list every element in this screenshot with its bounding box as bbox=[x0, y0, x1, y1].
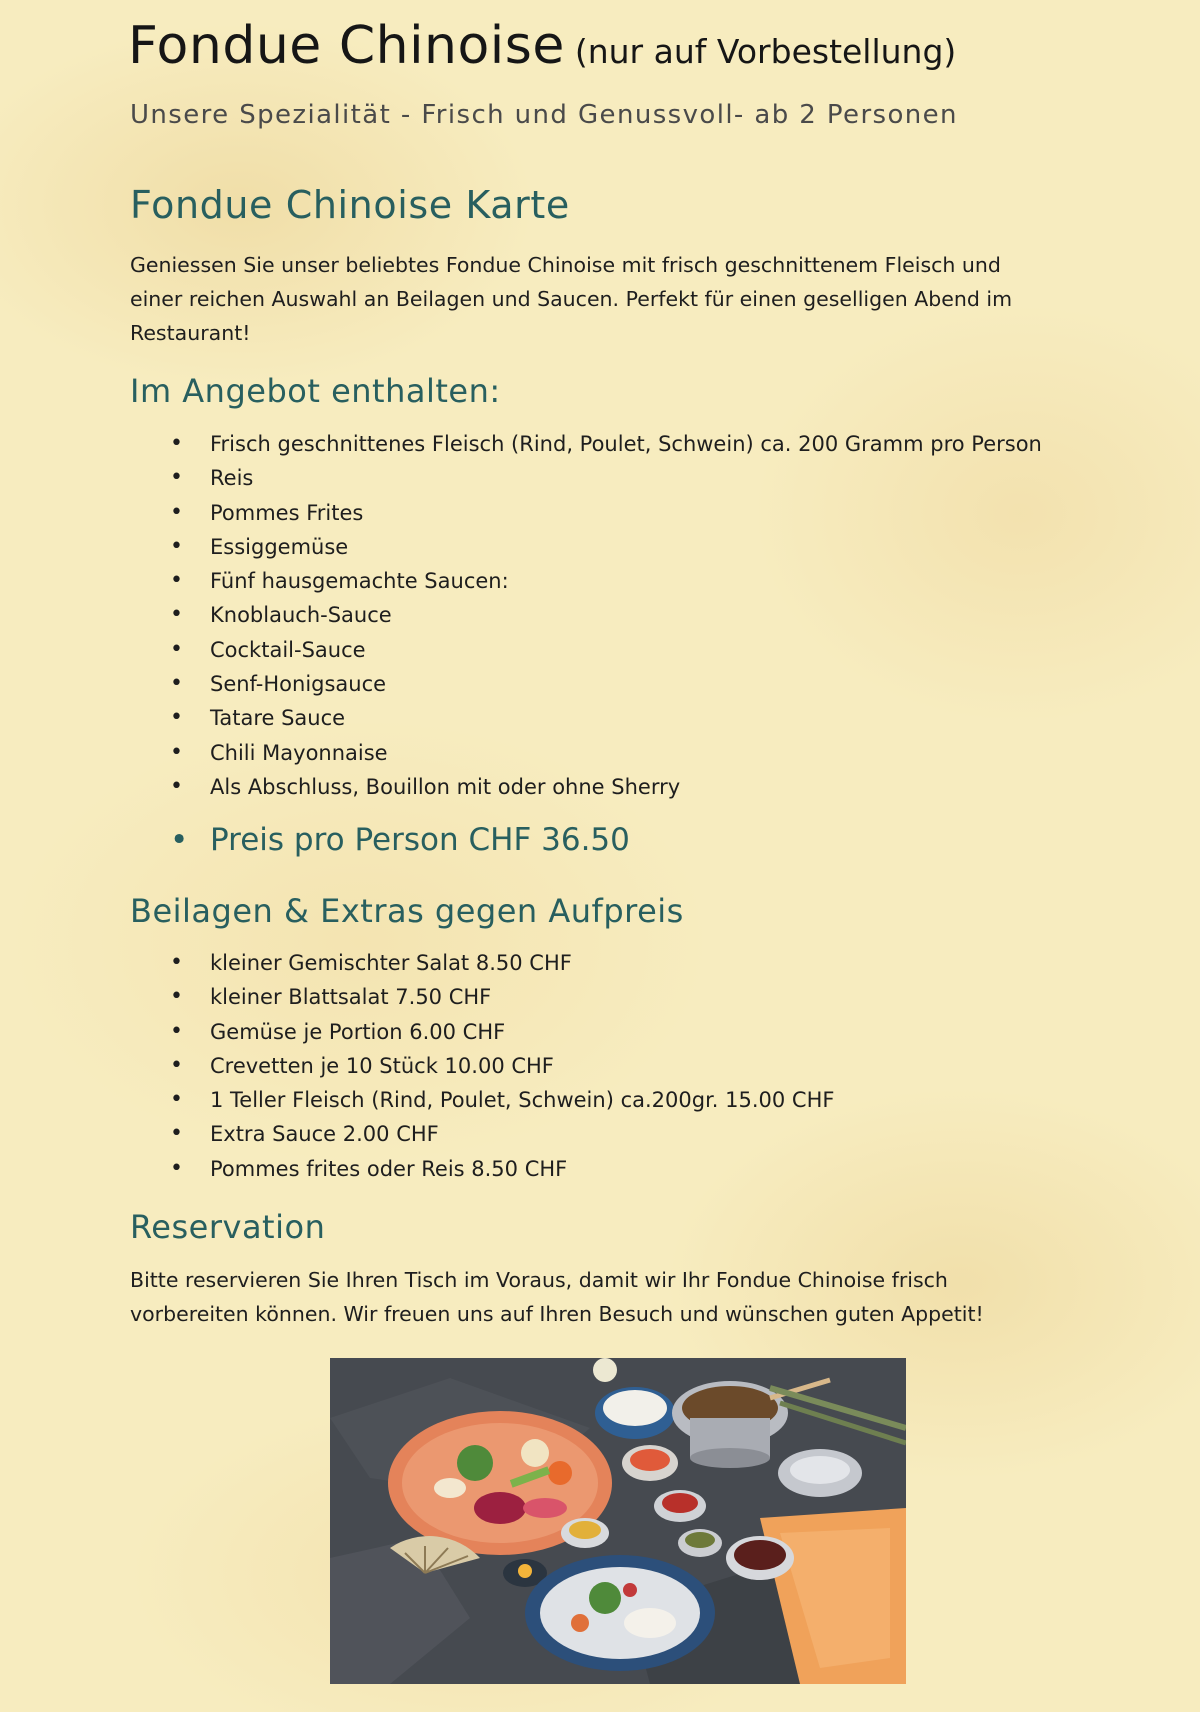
list-item: • Tatare Sauce bbox=[170, 701, 1042, 735]
included-list bbox=[170, 427, 1042, 804]
title-row bbox=[128, 16, 956, 76]
list-item: • Gemüse je Portion 6.00 CHF bbox=[170, 1015, 834, 1049]
list-item: • Fünf hausgemachte Saucen: bbox=[170, 564, 1042, 598]
list-item: • Cocktail-Sauce bbox=[170, 633, 1042, 667]
list-item: • Reis bbox=[170, 461, 1042, 495]
page-title: Fondue Chinoise bbox=[128, 16, 565, 76]
intro-heading: Fondue Chinoise Karte bbox=[130, 183, 570, 227]
reservation-text: Bitte reservieren Sie Ihren Tisch im Voraus, damit wir Ihr Fondue Chinoise frisch vorbereiten können. Wir freuen uns auf Ihren Besuch und wünschen guten Appetit! bbox=[130, 1268, 984, 1326]
list-item: • Knoblauch-Sauce bbox=[170, 598, 1042, 632]
list-item: • Extra Sauce 2.00 CHF bbox=[170, 1117, 834, 1151]
reservation-heading: Reservation bbox=[130, 1208, 326, 1246]
intro-text: Geniessen Sie unser beliebtes Fondue Chinoise mit frisch geschnittenem Fleisch und einer reichen Auswahl an Beilagen und Saucen. Perfekt für einen geselligen Abend im Restaurant! bbox=[130, 253, 1013, 345]
included-heading: Im Angebot enthalten: bbox=[130, 372, 501, 410]
fondue-photo-illustration bbox=[330, 1358, 906, 1684]
price-per-person: • Preis pro Person CHF 36.50 bbox=[170, 822, 630, 858]
list-item: • kleiner Blattsalat 7.50 CHF bbox=[170, 980, 834, 1014]
extras-heading: Beilagen & Extras gegen Aufpreis bbox=[130, 892, 684, 930]
list-item: • Chili Mayonnaise bbox=[170, 736, 1042, 770]
list-item: • Crevetten je 10 Stück 10.00 CHF bbox=[170, 1049, 834, 1083]
list-item: • 1 Teller Fleisch (Rind, Poulet, Schwein) ca.200gr. 15.00 CHF bbox=[170, 1083, 834, 1117]
title-note: (nur auf Vorbestellung) bbox=[574, 32, 957, 71]
list-item: • Essiggemüse bbox=[170, 530, 1042, 564]
list-item: • Frisch geschnittenes Fleisch (Rind, Poulet, Schwein) ca. 200 Gramm pro Person bbox=[170, 427, 1042, 461]
extras-list bbox=[170, 946, 834, 1186]
fondue-photo bbox=[330, 1358, 906, 1684]
page-subtitle: Unsere Spezialität - Frisch und Genussvoll- ab 2 Personen bbox=[130, 100, 958, 130]
list-item: • Pommes frites oder Reis 8.50 CHF bbox=[170, 1152, 834, 1186]
list-item: • Pommes Frites bbox=[170, 496, 1042, 530]
list-item: • Als Abschluss, Bouillon mit oder ohne Sherry bbox=[170, 770, 1042, 804]
list-item: • kleiner Gemischter Salat 8.50 CHF bbox=[170, 946, 834, 980]
list-item: • Senf-Honigsauce bbox=[170, 667, 1042, 701]
